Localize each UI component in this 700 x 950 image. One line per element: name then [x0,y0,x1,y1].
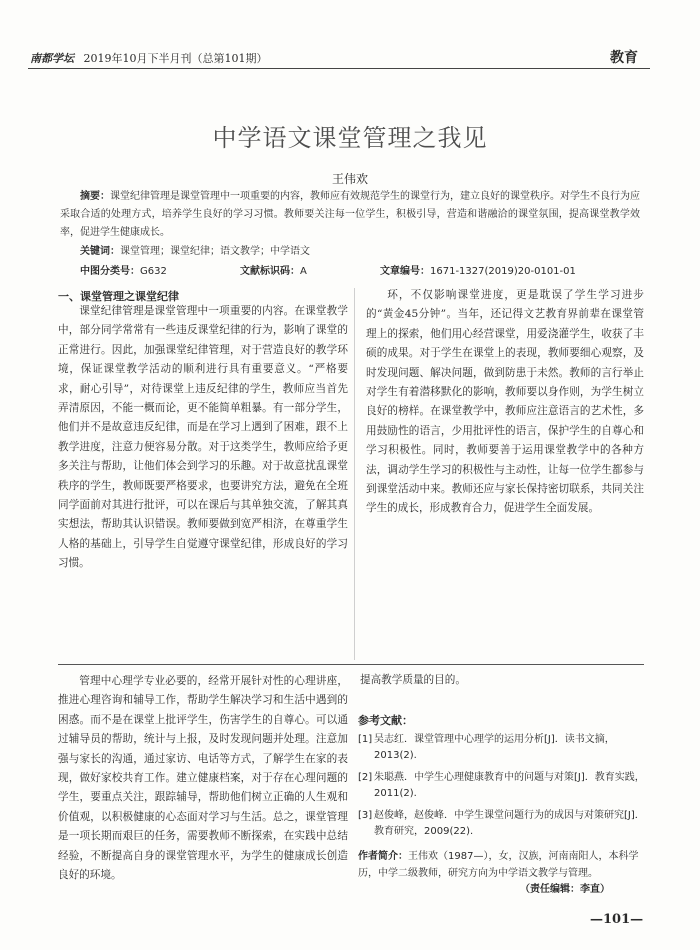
article-title: 中学语文课堂管理之我见 [212,124,488,152]
references-list [358,732,648,846]
references-heading: 参考文献： [358,714,413,727]
column-divider [354,288,355,660]
abstract-text: 课堂纪律管理是课堂管理中一项重要的内容，教师应有效规范学生的课堂行为，建立良好的课堂秩序。对学生不良行为应采取合适的处理方式，培养学生良好的学习习惯。教师要关注每一位学生，积极引导，营造和谐融洽的课堂氛围，提高课堂教学效率，促进学生健康成长。 [60,191,640,238]
abstract [60,188,640,242]
body-right-column: 环，不仅影响课堂进度，更是耽误了学生学习进步的“黄金45分钟”。当年，还记得文艺教育界前辈在课堂管理上的探索，他们用心经营课堂，用爱浇灌学生，收获了丰硕的成果。对于学生在课堂上的表现，教师要细心观察，及时发现问题、解决问题，做到防患于未然。教师的言行举止对学生有着潜移默化的影响，教师要以身作则，为学生树立良好的榜样。在课堂教学中，教师应注意语言的艺术性，多用鼓励性的语言，少用批评性的语言，保护学生的自尊心和学习积极性。同时，教师要善于运用课堂教学中的各种方法，调动学生学习的积极性与主动性，让每一位学生都参与到课堂活动中来。教师还应与家长保持密切联系，共同关注学生的成长，形成教育合力，促进学生全面发展。 [366,289,644,515]
bio-text: 王伟欢（1987—），女，汉族，河南南阳人，本科学历，中学二级教师，研究方向为中学语文教学与管理。 [358,851,639,879]
class-number: 中图分类号：G632 [80,266,167,277]
reference-item: [3] 赵俊峰，赵俊峰．中学生课堂问题行为的成因与对策研究[J]．教育研究，2009(22). [358,810,645,837]
body-left-column: 课堂纪律管理是课堂管理中一项重要的内容。在课堂教学中，部分同学常常有一些违反课堂纪律的行为，影响了课堂的正常进行。因此，加强课堂纪律管理，对于营造良好的教学环境，保证课堂教学活动的顺利进行具有重要意义。“严格要求，耐心引导”，对待课堂上违反纪律的学生，教师应当首先弄清原因，不能一概而论，更不能简单粗暴。有一部分学生，他们并不是故意违反纪律，而是在学习上遇到了困难，跟不上教学进度，注意力便容易分散。对于这类学生，教师应给予更多关注与帮助，让他们体会到学习的乐趣。对于故意扰乱课堂秩序的学生，教师既要严格要求，也要讲究方法，避免在全班同学面前对其进行批评，可以在课后与其单独交流，了解其真实想法，帮助其认识错误。教师要做到宽严相济，在尊重学生人格的基础上，引导学生自觉遵守课堂纪律，形成良好的学习习惯。 [58,305,348,570]
keywords [80,242,310,257]
section-rule [58,664,644,665]
section-tag: 教育 [610,50,638,66]
article-author: 王伟欢 [331,172,368,186]
body-bottom-right: 提高教学质量的目的。 [360,674,466,686]
editor-note: （责任编辑：李直） [520,884,610,895]
section-heading: 一、课堂管理之课堂纪律 [58,290,179,303]
issue-info: 2019年10月下半月刊（总第101期） [83,52,268,65]
keywords-text: 课堂管理；课堂纪律；语文教学；中学语文 [120,246,310,257]
article-number: 文章编号：1671-1327(2019)20-0101-01 [380,266,576,277]
body-bottom-left: 管理中心理学专业必要的，经常开展针对性的心理讲座，推进心理咨询和辅导工作，帮助学生解决学习和生活中遇到的困惑。而不是在课堂上批评学生，伤害学生的自尊心。可以通过辅导员的帮助，统计与上报，及时发现问题并处理。注意加强与家长的沟通，通过家访、电话等方式，了解学生在家的表现，做好家校共育工作。建立健康档案，对于存在心理问题的学生，要重点关注，跟踪辅导，帮助他们树立正确的人生观和价值观，以积极健康的心态面对学习与生活。总之，课堂管理是一项长期而艰巨的任务，需要教师不断探索，在实践中总结经验，不断提高自身的课堂管理水平，为学生的健康成长创造良好的环境。 [58,675,348,882]
reference-item: [1] 吴志红．课堂管理中心理学的运用分析[J]．读书文摘，2013(2). [358,734,615,761]
page-number: —101— [590,912,644,927]
author-bio [358,848,658,882]
keywords-label: 关键词： [80,246,120,257]
abstract-label: 摘要： [80,191,110,202]
journal-name: 南都学坛 [30,52,74,65]
bio-label: 作者简介： [358,851,408,862]
running-header [30,50,268,66]
reference-item: [2] 朱聪燕．中学生心理健康教育中的问题与对策[J]．教育实践，2011(2). [358,772,645,799]
header-rule [28,68,650,69]
doc-code: 文献标识码：A [240,266,307,277]
